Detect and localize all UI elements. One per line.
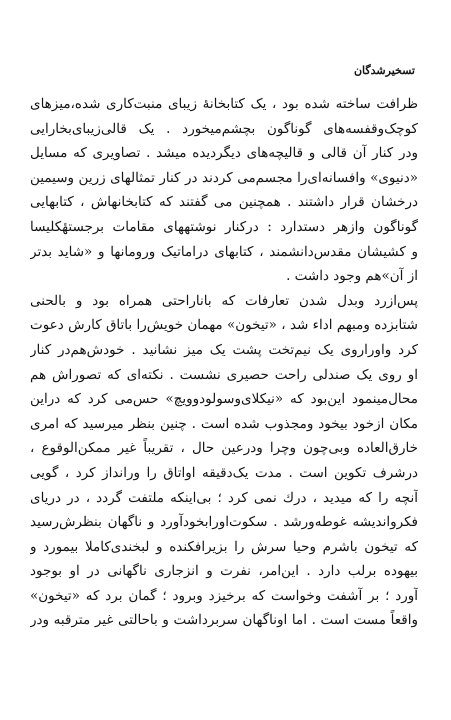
text-line: که تیخون باشرم وحیا سرش را بزیرافکنده و لبخندی‌کاملا بیمورد و: [30, 538, 418, 555]
text-line: شتابزده ومبهم اداء شد ، «تیخون» مهمان خویش‌را باتاق کارش دعوت: [30, 317, 418, 334]
text-line: او روی یک صندلی راحت حصیری نشست . نکته‌ای که تصوراش هم: [30, 366, 418, 383]
text-line: محال‌مینمود این‌بود که «نیکلای‌وسولودوویچ» حس‌می کرد که دراین: [30, 391, 418, 408]
text-line: ظرافت ساخته شده بود ، یک کتابخانهٔ زیبای منبت‌کاری شده،میزهای: [30, 96, 418, 112]
text-line: درشرف تکوین است . مدت یک‌دقیقه اواتاق را ورانداز کرد ، گویی: [30, 464, 418, 481]
text-line: کوچک‌وقفسه‌های گوناگون بچشم‌میخورد . یک قالی‌زیبای‌بخارایی: [30, 120, 418, 137]
text-line: و کشیشان مقدس‌دانشمند ، کتابهای دراماتیک ورومانها و «شاید بدتر: [30, 243, 418, 260]
text-line: پس‌ازرد وبدل شدن تعارفات که باناراحتی همراه بود و بالحنی: [30, 292, 418, 309]
paragraph-1: [30, 92, 418, 289]
text-line: از آن»هم وجود داشت .: [286, 268, 418, 285]
text-line: مکان ازخود بیخود ومجذوب شده است . چنین بنظر میرسید که امری: [30, 415, 418, 432]
text-line: «دنیوی» وافسانه‌ای‌را مجسم‌می کردند در کنار تمثالهای زرین وسیمین: [30, 169, 418, 186]
text-line: ودر کنار آن قالی و قالیچه‌های دیگردیده میشد . تصاویری که مسایل: [30, 145, 418, 162]
text-line: واقعاً مست است . اما اوناگهان سربرداشت و باحالتی غیر مترقبه ودر: [30, 612, 418, 629]
running-title: تسخیرشدگان: [353, 64, 415, 77]
text-line: خارق‌العاده وبی‌چون وچرا ودرعین حال ، تقریباً غیر ممکن‌الوقوع ،: [30, 440, 418, 457]
text-line: فکرواندیشه غوطه‌ورشد . سکوت‌اورابخودآورد و ناگهان بنظرش‌رسید: [30, 514, 418, 531]
text-line: کرد واوراروی یک نیم‌تخت پشت یک میز نشانید . خودش‌هم‌در کنار: [30, 341, 418, 358]
text-line: درخشان قرار داشتند . همچنین می گفتند که کتابخانهاش ، کتابهایی: [30, 194, 418, 211]
text-line: گوناگون وازهر دستدارد : درکنار نوشتههای مقامات برجستهٔکلیسا: [30, 218, 418, 235]
text-line: آورد ؛ بر آشفت وخواست که برخیزد وبرود ؛ گمان برد که «تیخون»: [30, 587, 418, 604]
text-line: آنچه را که میدید ، درك نمی کرد ؛ بی‌اینکه ملتفت گردد ، در دریای: [30, 489, 418, 506]
body-text: [30, 92, 418, 633]
paragraph-2: [30, 289, 418, 633]
text-line: بیهوده برلب دارد . این‌امر، نفرت و انزجاری ناگهانی در او بوجود: [30, 563, 418, 580]
